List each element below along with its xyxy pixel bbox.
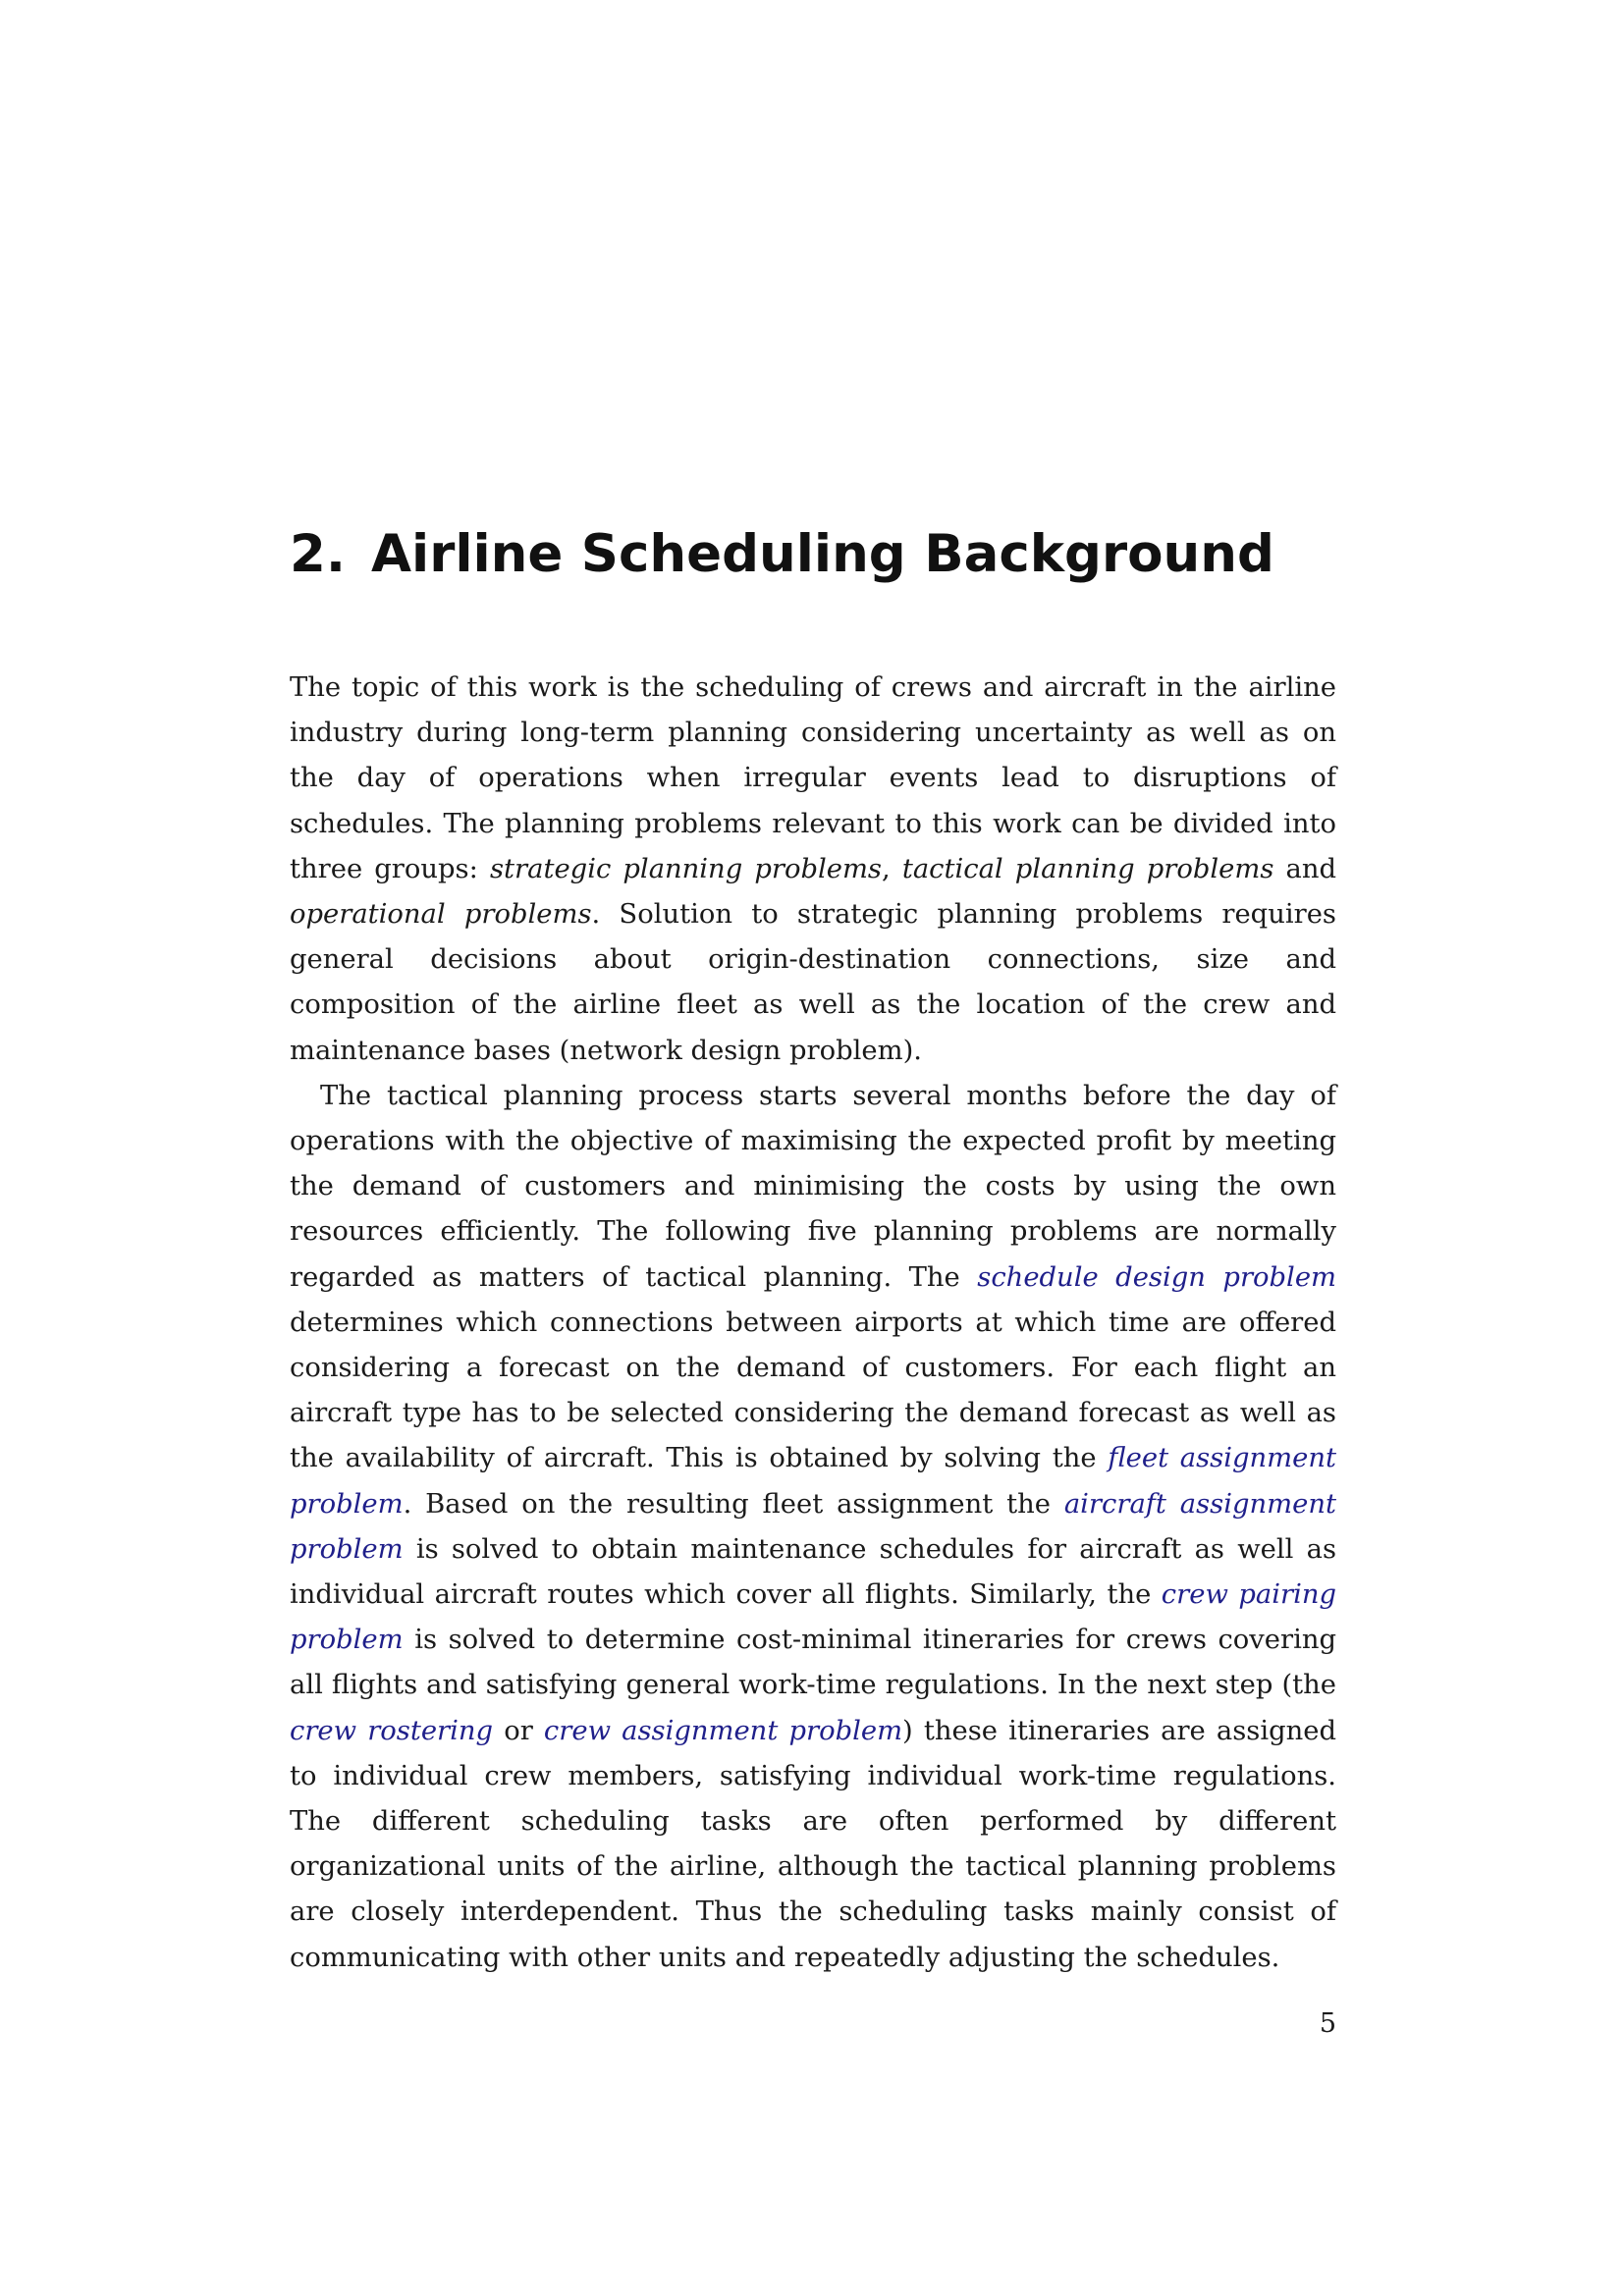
paragraph-2-text: is solved to obtain maintenance schedules for aircraft as well as individual aircraft routes which cover all flights. Similarly, the	[290, 1533, 1336, 1611]
paragraph-2-text: . Based on the resulting fleet assignment the	[403, 1488, 1064, 1520]
link-schedule-design-problem[interactable]: schedule design problem	[977, 1261, 1337, 1293]
link-aircraft-assignment-problem[interactable]: aircraft assignment problem	[290, 1488, 1336, 1565]
link-crew-rostering[interactable]: crew rostering	[290, 1715, 494, 1746]
link-crew-pairing-problem[interactable]: crew pairing problem	[290, 1579, 1336, 1656]
paragraph-1-text: The topic of this work is the scheduling of crews and aircraft in the airline industry during long-term planning considering uncertainty as well as on the day of operations when irregular events lead to disruptions of schedules. The planning problems relevant to this work can be divided into three groups:	[290, 672, 1336, 884]
page-number: 5	[1319, 2008, 1336, 2039]
term-strategic-planning: strategic planning problems	[489, 853, 882, 884]
paragraph-1	[290, 666, 1336, 1074]
term-operational-problems: operational problems	[290, 899, 592, 931]
chapter-title-text: Airline Scheduling Background	[371, 524, 1274, 584]
chapter-number: 2.	[290, 524, 347, 584]
link-fleet-assignment-problem[interactable]: fleet assignment problem	[290, 1443, 1336, 1520]
paragraph-1-text: . Solution to strategic planning problems requires general decisions about origin-destination connections, size and composition of the airline fleet as well as the location of the crew and maintenance bases (network design problem).	[290, 899, 1336, 1066]
paragraph-2-text: or	[493, 1715, 544, 1746]
paragraph-1-text: ,	[882, 853, 902, 884]
link-crew-assignment-problem[interactable]: crew assignment problem	[543, 1715, 903, 1746]
paragraph-2-text: The tactical planning process starts several months before the day of operations with the objective of maximising the expected profit by meeting the demand of customers and minimising the costs by using the own resources efficiently. The following five planning problems are normally regarded as matters of tactical planning. The	[290, 1080, 1336, 1293]
paragraph-1-text: and	[1273, 853, 1336, 884]
body-text	[290, 666, 1336, 1981]
paragraph-2-text: ) these itineraries are assigned to individual crew members, satisfying individual work-time regulations. The different scheduling tasks are often performed by different organizational units of the airline, although the tactical planning problems are closely interdependent. Thus the scheduling tasks mainly consist of communicating with other units and repeatedly adjusting the schedules.	[290, 1715, 1336, 1973]
paragraph-2-text: is solved to determine cost-minimal itineraries for crews covering all flights and satisfying general work-time regulations. In the next step (the	[290, 1625, 1336, 1701]
paragraph-2	[290, 1074, 1336, 1981]
paragraph-2-text: determines which connections between airports at which time are offered considering a forecast on the demand of customers. For each flight an aircraft type has to be selected considering the demand forecast as well as the availability of aircraft. This is obtained by solving the	[290, 1307, 1336, 1474]
term-tactical-planning: tactical planning problems	[901, 853, 1274, 884]
chapter-title	[290, 517, 1274, 592]
